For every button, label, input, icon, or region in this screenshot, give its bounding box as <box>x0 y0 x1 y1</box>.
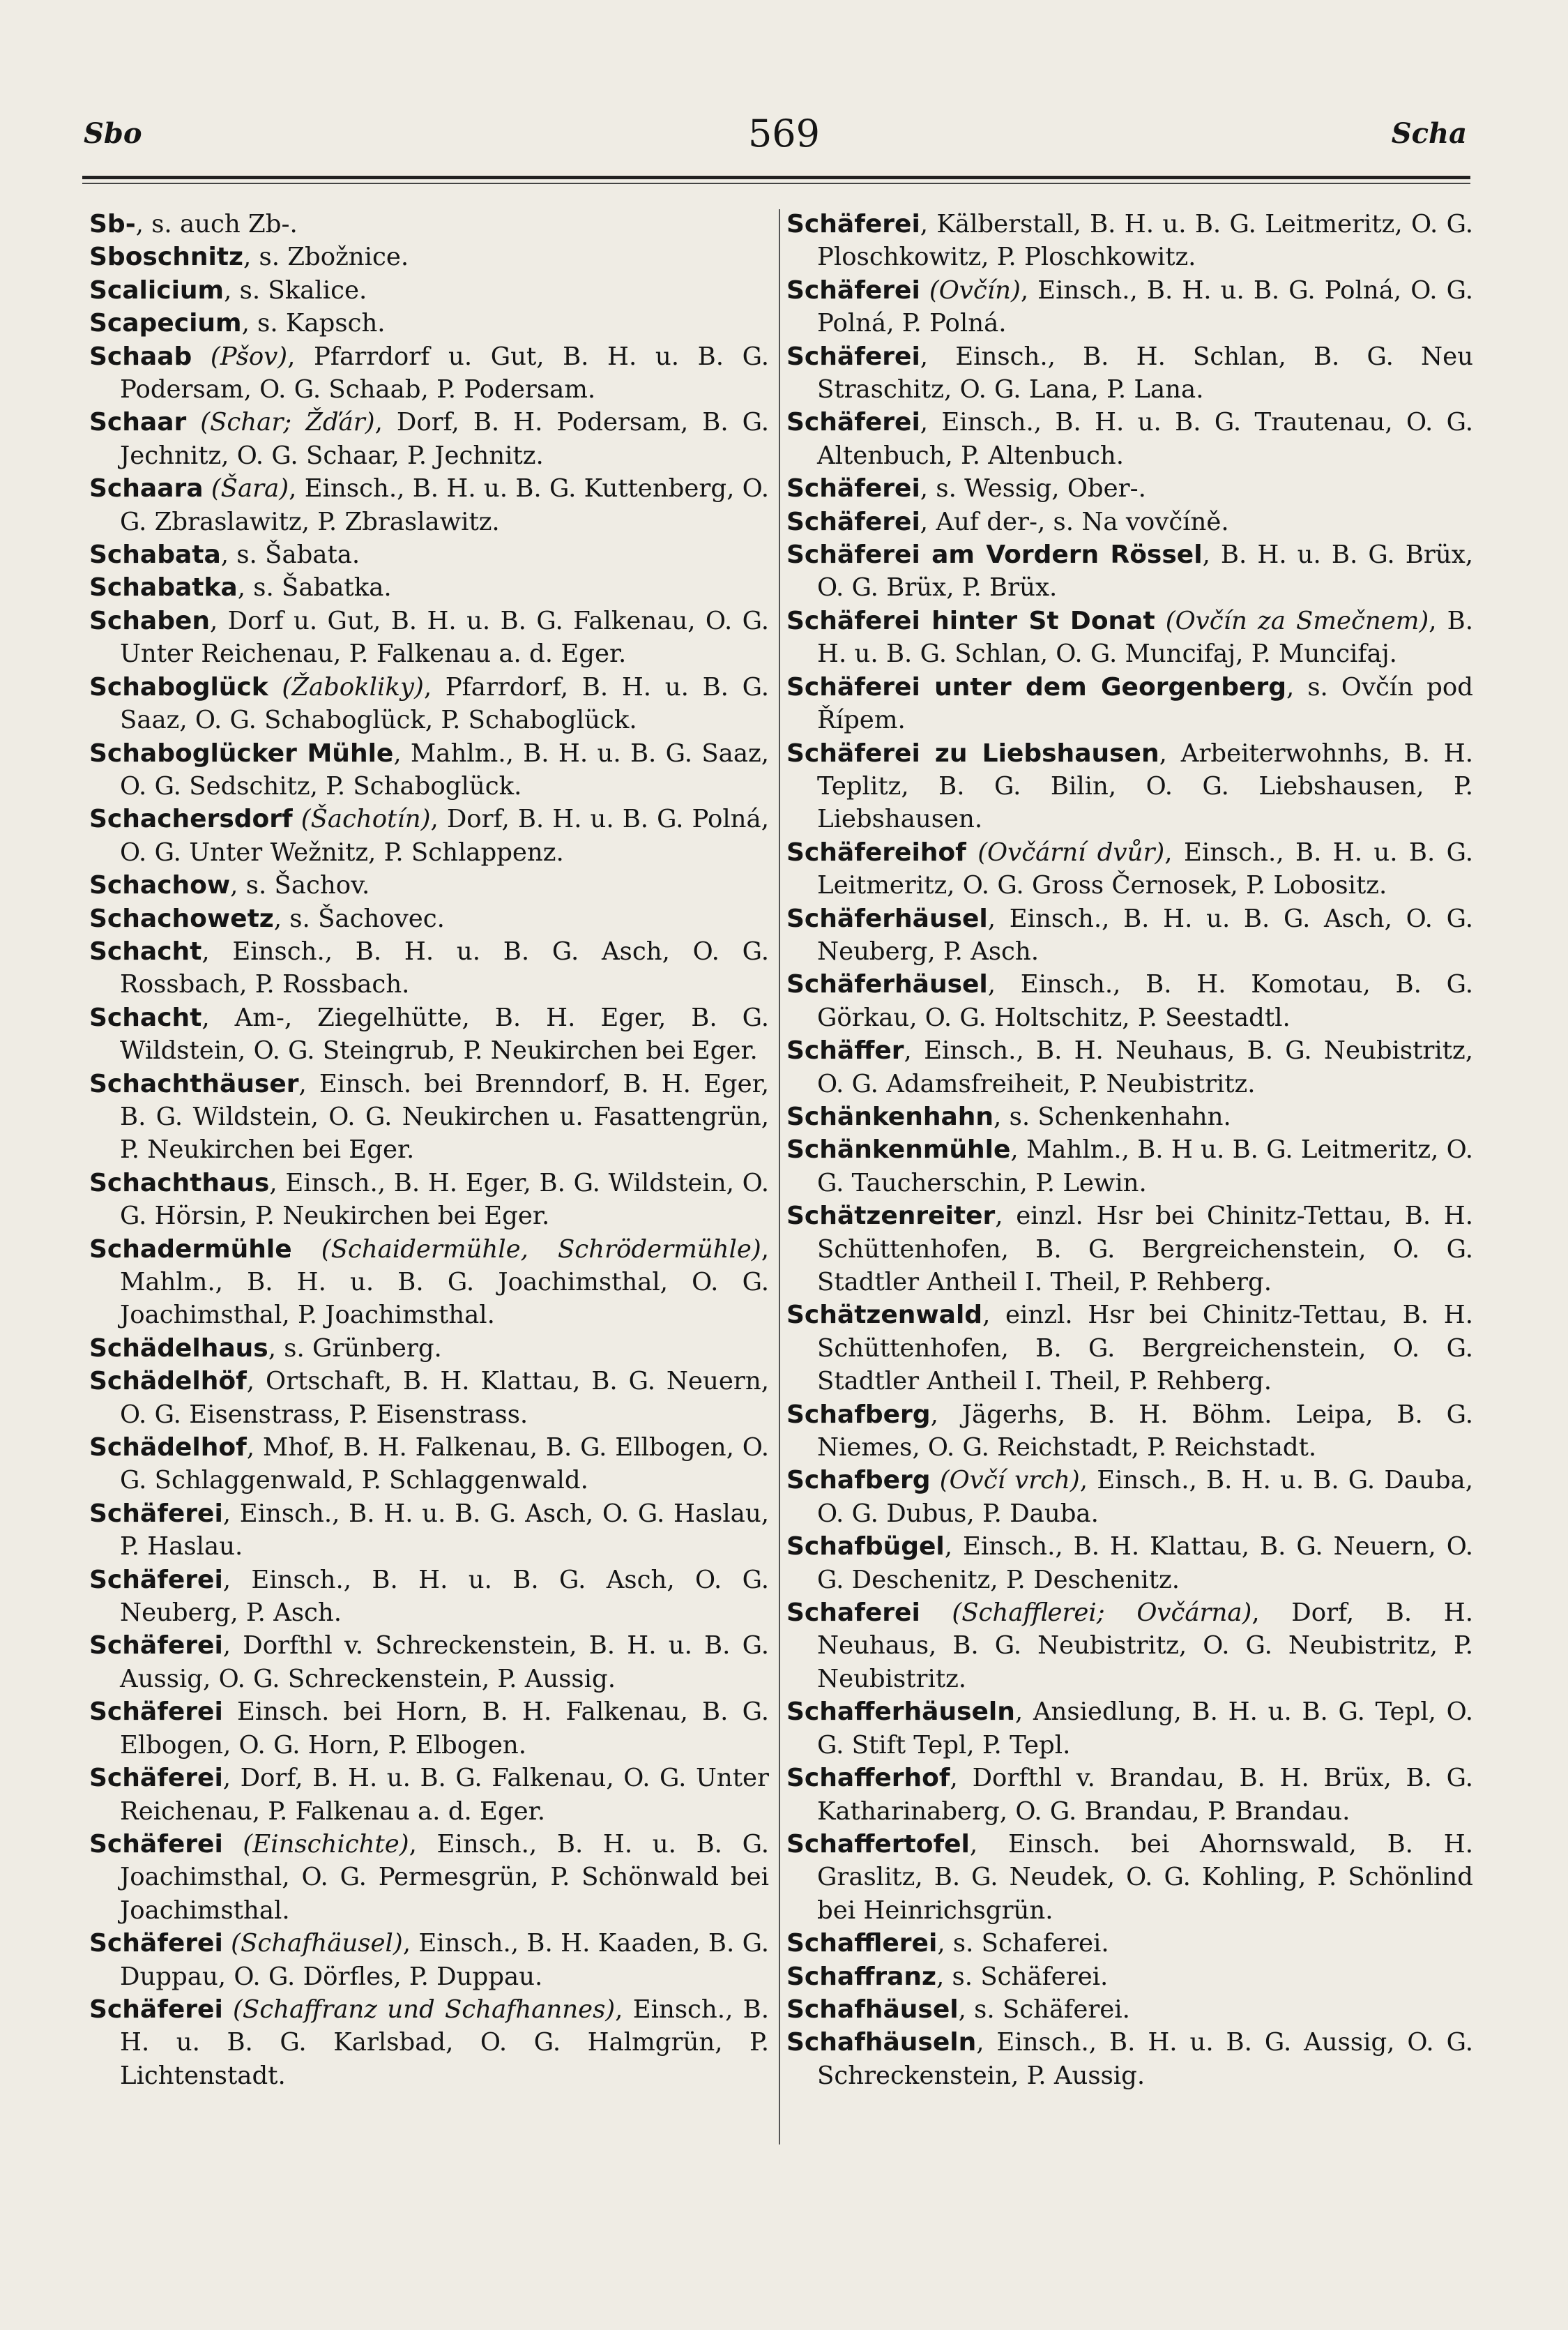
entry-headword: Schaar <box>89 408 187 437</box>
entry-alt-name: (Schaidermühle, Schrödermühle) <box>291 1234 761 1264</box>
entry-headword: Schäferei <box>786 408 920 437</box>
entry-details: , Einsch., B. H. u. B. G. Polná, O. G. Polná, P. Polná. <box>817 275 1473 338</box>
entry-headword: Schaffranz <box>786 1962 936 1991</box>
entry-details: , s. Ovčín pod Řípem. <box>817 672 1473 735</box>
entry-alt-name: (Šara) <box>203 474 289 504</box>
gazetteer-entry <box>89 803 769 869</box>
gazetteer-entry <box>89 1762 769 1828</box>
entry-headword: Schätzenreiter <box>786 1202 996 1231</box>
entry-headword: Schachowetz <box>89 904 274 933</box>
entry-details: , s. Schäferei. <box>936 1962 1109 1991</box>
entry-headword: Schäferei <box>89 1764 223 1793</box>
entry-headword: Schafberg <box>786 1466 931 1495</box>
gazetteer-entry <box>786 1133 1473 1200</box>
gazetteer-entry <box>89 671 769 737</box>
gazetteer-entry <box>89 274 769 307</box>
running-head-right: Scha <box>1391 117 1467 150</box>
gazetteer-entry <box>786 1695 1473 1762</box>
entry-headword: Schaben <box>89 606 211 635</box>
entry-details: , Dorf, B. H. Podersam, B. G. Jechnitz, O. G. Schaar, P. Jechnitz. <box>120 408 769 470</box>
entry-headword: Sboschnitz <box>89 243 243 272</box>
entry-headword: Schäferei <box>786 210 920 239</box>
gazetteer-entry <box>786 836 1473 902</box>
column-divider <box>779 209 780 2144</box>
gazetteer-entry <box>89 935 769 1001</box>
entry-alt-name: (Ovčín) <box>920 275 1021 305</box>
entry-details: , Dorfthl v. Brandau, B. H. Brüx, B. G. Katharinaberg, O. G. Brandau, P. Brandau. <box>817 1764 1473 1826</box>
entry-headword: Schaara <box>89 474 204 504</box>
entry-headword: Schädelhaus <box>89 1333 268 1363</box>
gazetteer-entry <box>89 406 769 472</box>
entry-headword: Schädelhof <box>89 1433 247 1462</box>
entry-headword: Schafflerei <box>786 1929 938 1958</box>
gazetteer-entry <box>89 1001 769 1068</box>
entry-details: , Auf der-, s. Na vovčíně. <box>920 507 1229 536</box>
entry-headword: Schadermühle <box>89 1234 292 1264</box>
entry-details: , s. Schenkenhahn. <box>994 1102 1231 1131</box>
entry-headword: Schäferei am Vordern Rössel <box>786 540 1203 570</box>
entry-details: , s. Šabata. <box>220 540 360 570</box>
gazetteer-entry <box>786 340 1473 407</box>
entry-details: , Dorfthl v. Schreckenstein, B. H. u. B. G. Aussig, O. G. Schreckenstein, P. Aussig. <box>120 1631 769 1693</box>
entry-alt-name: (Pšov) <box>192 342 288 371</box>
entry-details: , Einsch., B. H. Komotau, B. G. Görkau, O. G. Holtschitz, P. Seestadtl. <box>817 970 1473 1032</box>
entry-headword: Schäferei <box>89 1929 223 1958</box>
entry-details: , Einsch. bei Brenndorf, B. H. Eger, B. G. Wildstein, O. G. Neukirchen u. Fasattengrün, P. Neukirchen bei Eger. <box>120 1069 769 1165</box>
gazetteer-entry <box>89 1927 769 1993</box>
entry-details: , s. Skalice. <box>224 275 367 305</box>
header-rule <box>82 176 1470 179</box>
entry-headword: Schafferhäuseln <box>786 1697 1015 1727</box>
entry-details: , Ortschaft, B. H. Klattau, B. G. Neuern, O. G. Eisenstrass, P. Eisenstrass. <box>120 1367 769 1429</box>
entry-details: , Mahlm., B. H. u. B. G. Saaz, O. G. Sedschitz, P. Schaboglück. <box>120 739 769 801</box>
gazetteer-entry <box>89 869 769 902</box>
entry-details: , Einsch., B. H. u. B. G. Asch, O. G. Neuberg, P. Asch. <box>120 1565 769 1628</box>
entry-details: , Jägerhs, B. H. Böhm. Leipa, B. G. Niemes, O. G. Reichstadt, P. Reichstadt. <box>817 1400 1473 1462</box>
gazetteer-entry <box>786 1034 1473 1100</box>
entry-details: , einzl. Hsr bei Chinitz-Tettau, B. H. Schüttenhofen, B. G. Bergreichenstein, O. G. Stadtler Antheil I. Theil, P. Rehberg. <box>817 1301 1473 1396</box>
gazetteer-entry <box>89 1167 769 1233</box>
entry-details: Einsch. bei Horn, B. H. Falkenau, B. G. Elbogen, O. G. Horn, P. Elbogen. <box>120 1697 769 1760</box>
gazetteer-entry <box>89 1993 769 2092</box>
gazetteer-entry <box>786 671 1473 737</box>
entry-details: , s. Schaferei. <box>937 1929 1109 1958</box>
gazetteer-entry <box>786 208 1473 274</box>
gazetteer-entry <box>89 307 769 340</box>
header-rule-thin <box>82 183 1470 184</box>
entry-headword: Schäferei <box>89 1499 223 1528</box>
entry-headword: Schafhäusel <box>786 1995 959 2024</box>
entry-details: , s. Wessig, Ober-. <box>920 474 1146 504</box>
entry-details: , s. Zbožnice. <box>243 243 409 272</box>
entry-details: , Dorf, B. H. Neuhaus, B. G. Neubistritz, O. G. Neubistritz, P. Neubistritz. <box>817 1598 1473 1693</box>
entry-details: , Einsch., B. H. Klattau, B. G. Neuern, O. G. Deschenitz, P. Deschenitz. <box>817 1532 1473 1594</box>
gazetteer-entry <box>89 571 769 604</box>
page-number: 569 <box>747 112 821 156</box>
gazetteer-entry <box>786 506 1473 538</box>
entry-headword: Schäferei unter dem Georgenberg <box>786 672 1286 702</box>
entry-details: , Einsch., B. H. u. B. G. Karlsbad, O. G. Halmgrün, P. Lichtenstadt. <box>120 1995 769 2090</box>
gazetteer-entry <box>89 241 769 273</box>
gazetteer-entry <box>89 605 769 671</box>
gazetteer-entry <box>786 274 1473 340</box>
entry-headword: Schaferei <box>786 1598 920 1628</box>
entry-headword: Schäferei <box>786 342 920 371</box>
entry-details: , Einsch., B. H. u. B. G. Leitmeritz, O. G. Gross Černosek, P. Lobositz. <box>817 838 1473 900</box>
entry-headword: Schacht <box>89 937 202 966</box>
entry-headword: Scapecium <box>89 309 242 338</box>
entry-details: , Arbeiterwohnhs, B. H. Teplitz, B. G. Bilin, O. G. Liebshausen, P. Liebshausen. <box>817 739 1474 834</box>
entry-headword: Schafberg <box>786 1400 931 1429</box>
entry-alt-name: (Šachotín) <box>292 805 431 834</box>
entry-headword: Schäffer <box>786 1036 904 1066</box>
entry-headword: Schacht <box>89 1003 202 1032</box>
entry-details: , Einsch., B. H. u. B. G. Trautenau, O. G. Altenbuch, P. Altenbuch. <box>817 408 1473 470</box>
entry-alt-name: (Ovčární dvůr) <box>966 838 1165 867</box>
gazetteer-entry <box>89 1695 769 1762</box>
entry-headword: Schabata <box>89 540 221 570</box>
entry-headword: Schaffertofel <box>786 1829 970 1859</box>
entry-details: , s. Grünberg. <box>268 1333 442 1363</box>
gazetteer-entry <box>89 1233 769 1332</box>
entry-headword: Schäferei <box>786 507 920 536</box>
entry-details: , einzl. Hsr bei Chinitz-Tettau, B. H. Schüttenhofen, B. G. Bergreichenstein, O. G. Stadtler Antheil I. Theil, P. Rehberg. <box>817 1202 1473 1296</box>
gazetteer-entry <box>89 737 769 803</box>
entry-details: , Mahlm., B. H. u. B. G. Joachimsthal, O. G. Joachimsthal, P. Joachimsthal. <box>120 1234 769 1330</box>
entry-headword: Scalicium <box>89 275 224 305</box>
entry-details: , Einsch., B. H. u. B. G. Aussig, O. G. Schreckenstein, P. Aussig. <box>817 2028 1473 2090</box>
gazetteer-entry <box>786 538 1473 605</box>
entry-headword: Schabatka <box>89 573 238 603</box>
entry-headword: Schachersdorf <box>89 805 293 834</box>
entry-alt-name: (Einschichte) <box>222 1829 409 1859</box>
entry-details: , Pfarrdorf, B. H. u. B. G. Saaz, O. G. Schaboglück, P. Schaboglück. <box>120 672 770 735</box>
entry-headword: Schänkenmühle <box>786 1135 1011 1165</box>
entry-headword: Schädelhöf <box>89 1367 247 1396</box>
gazetteer-entry <box>786 1200 1473 1299</box>
entry-details: , s. Kapsch. <box>241 309 386 338</box>
gazetteer-entry <box>89 1828 769 1927</box>
gazetteer-entry <box>786 902 1473 969</box>
entry-headword: Schäferei zu Liebshausen <box>786 739 1159 768</box>
entry-headword: Schäferei <box>89 1995 223 2024</box>
entry-details: , Dorf, B. H. u. B. G. Falkenau, O. G. Unter Reichenau, P. Falkenau a. d. Eger. <box>120 1764 769 1826</box>
entry-headword: Schachthaus <box>89 1168 270 1197</box>
entry-headword: Schachow <box>89 871 231 900</box>
gazetteer-entry <box>89 1564 769 1630</box>
entry-details: , Einsch., B. H. u. B. G. Asch, O. G. Haslau, P. Haslau. <box>120 1499 769 1561</box>
entry-alt-name: (Schaffranz und Schafhannes) <box>222 1995 616 2024</box>
entry-details: , Einsch., B. H. Neuhaus, B. G. Neubistritz, O. G. Adamsfreiheit, P. Neubistritz. <box>817 1036 1473 1098</box>
gazetteer-entry <box>786 1530 1473 1596</box>
gazetteer-entry <box>89 208 769 241</box>
entry-headword: Sb- <box>89 210 136 239</box>
entry-details: , Kälberstall, B. H. u. B. G. Leitmeritz, O. G. Ploschkowitz, P. Ploschkowitz. <box>817 210 1473 272</box>
gazetteer-entry <box>89 1365 769 1431</box>
gazetteer-entry <box>786 737 1473 836</box>
gazetteer-entry <box>786 1927 1473 1960</box>
entry-headword: Schätzenwald <box>786 1301 983 1330</box>
entry-headword: Schäferei <box>786 275 920 305</box>
entry-details: , Einsch. bei Ahornswald, B. H. Graslitz, B. G. Neudek, O. G. Kohling, P. Schönlind bei Heinrichsgrün. <box>817 1829 1473 1925</box>
entry-headword: Schäferei <box>89 1565 223 1594</box>
gazetteer-entry <box>89 902 769 935</box>
entry-details: , s. Šachovec. <box>273 904 445 933</box>
right-column <box>786 208 1473 2092</box>
gazetteer-entry <box>89 472 769 538</box>
entry-details: , Einsch., B. H. Kaaden, B. G. Duppau, O. G. Dörfles, P. Duppau. <box>120 1929 769 1991</box>
gazetteer-entry <box>89 538 769 571</box>
entry-details: , Dorf, B. H. u. B. G. Polná, O. G. Unter Wežnitz, P. Schlappenz. <box>120 805 769 867</box>
gazetteer-entry <box>786 968 1473 1034</box>
entry-details: , s. Schäferei. <box>958 1995 1130 2024</box>
entry-details: , Einsch., B. H. Schlan, B. G. Neu Straschitz, O. G. Lana, P. Lana. <box>817 342 1473 404</box>
left-column <box>89 208 769 2092</box>
gazetteer-entry <box>786 1464 1473 1530</box>
entry-details: , Pfarrdorf u. Gut, B. H. u. B. G. Podersam, O. G. Schaab, P. Podersam. <box>120 342 769 404</box>
gazetteer-entry <box>89 1629 769 1695</box>
entry-headword: Schäferhäusel <box>786 904 988 933</box>
entry-details: , Dorf u. Gut, B. H. u. B. G. Falkenau, O. G. Unter Reichenau, P. Falkenau a. d. Eger. <box>120 606 769 669</box>
entry-details: , Mhof, B. H. Falkenau, B. G. Ellbogen, O. G. Schlaggenwald, P. Schlaggenwald. <box>120 1433 769 1495</box>
entry-headword: Schaboglücker Mühle <box>89 739 394 768</box>
entry-headword: Schafferhof <box>786 1764 950 1793</box>
entry-alt-name: (Žabokliky) <box>268 672 424 702</box>
entry-details: , s. Šabatka. <box>237 573 392 603</box>
entry-headword: Schäferhäusel <box>786 970 988 999</box>
entry-alt-name: (Schafflerei; Ovčárna) <box>920 1598 1252 1628</box>
entry-headword: Schäferei <box>89 1829 223 1859</box>
entry-details: , Einsch., B. H. u. B. G. Asch, O. G. Neuberg, P. Asch. <box>817 904 1473 966</box>
gazetteer-entry <box>786 1299 1473 1398</box>
gazetteer-entry <box>89 1068 769 1167</box>
entry-details: , B. H. u. B. G. Brüx, O. G. Brüx, P. Brüx. <box>817 540 1474 603</box>
entry-details: , s. auch Zb-. <box>135 210 298 239</box>
gazetteer-entry <box>786 605 1473 671</box>
entry-headword: Schäferei hinter St Donat <box>786 606 1155 635</box>
gazetteer-entry <box>89 1497 769 1564</box>
running-head-left: Sbo <box>84 117 142 150</box>
entry-details: , s. Šachov. <box>230 871 370 900</box>
gazetteer-entry <box>89 1431 769 1497</box>
gazetteer-entry <box>786 472 1473 505</box>
gazetteer-entry <box>786 2026 1473 2092</box>
entry-headword: Schafbügel <box>786 1532 945 1561</box>
gazetteer-entry <box>786 406 1473 472</box>
entry-details: , Einsch., B. H. Eger, B. G. Wildstein, O. G. Hörsin, P. Neukirchen bei Eger. <box>120 1168 769 1231</box>
gazetteer-entry <box>89 340 769 407</box>
entry-details: , Mahlm., B. H u. B. G. Leitmeritz, O. G. Taucherschin, P. Lewin. <box>817 1135 1473 1197</box>
entry-alt-name: (Ovčín za Smečnem) <box>1155 606 1429 635</box>
gazetteer-entry <box>786 1398 1473 1465</box>
entry-headword: Schäfereihof <box>786 838 966 867</box>
entry-details: , Einsch., B. H. u. B. G. Kuttenberg, O. G. Zbraslawitz, P. Zbraslawitz. <box>120 474 769 536</box>
gazetteer-entry <box>786 1100 1473 1133</box>
gazetteer-entry <box>786 1762 1473 1828</box>
gazetteer-entry <box>786 1596 1473 1695</box>
entry-details: , Einsch., B. H. u. B. G. Dauba, O. G. Dubus, P. Dauba. <box>817 1466 1473 1528</box>
gazetteer-entry <box>786 1960 1473 1993</box>
entry-headword: Schaboglück <box>89 672 268 702</box>
entry-headword: Schäferei <box>786 474 920 504</box>
entry-alt-name: (Ovčí vrch) <box>930 1466 1080 1495</box>
gazetteer-entry <box>786 1993 1473 2026</box>
gazetteer-entry <box>89 1332 769 1365</box>
entry-details: , B. H. u. B. G. Schlan, O. G. Muncifaj, P. Muncifaj. <box>817 606 1473 669</box>
entry-headword: Schänkenhahn <box>786 1102 994 1131</box>
gazetteer-entry <box>786 1828 1473 1927</box>
entry-alt-name: (Schar; Žďár) <box>186 408 375 437</box>
entry-details: , Einsch., B. H. u. B. G. Asch, O. G. Rossbach, P. Rossbach. <box>120 937 769 999</box>
entry-details: , Am-, Ziegelhütte, B. H. Eger, B. G. Wildstein, O. G. Steingrub, P. Neukirchen bei Eger. <box>120 1003 769 1066</box>
entry-headword: Schachthäuser <box>89 1069 299 1098</box>
entry-headword: Schäferei <box>89 1631 223 1660</box>
entry-details: , Ansiedlung, B. H. u. B. G. Tepl, O. G. Stift Tepl, P. Tepl. <box>817 1697 1473 1760</box>
entry-headword: Schafhäuseln <box>786 2028 977 2057</box>
entry-details: , Einsch., B. H. u. B. G. Joachimsthal, O. G. Permesgrün, P. Schönwald bei Joachimsthal. <box>120 1829 769 1925</box>
entry-headword: Schaab <box>89 342 192 371</box>
entry-headword: Schäferei <box>89 1697 223 1727</box>
entry-alt-name: (Schafhäusel) <box>222 1929 403 1958</box>
